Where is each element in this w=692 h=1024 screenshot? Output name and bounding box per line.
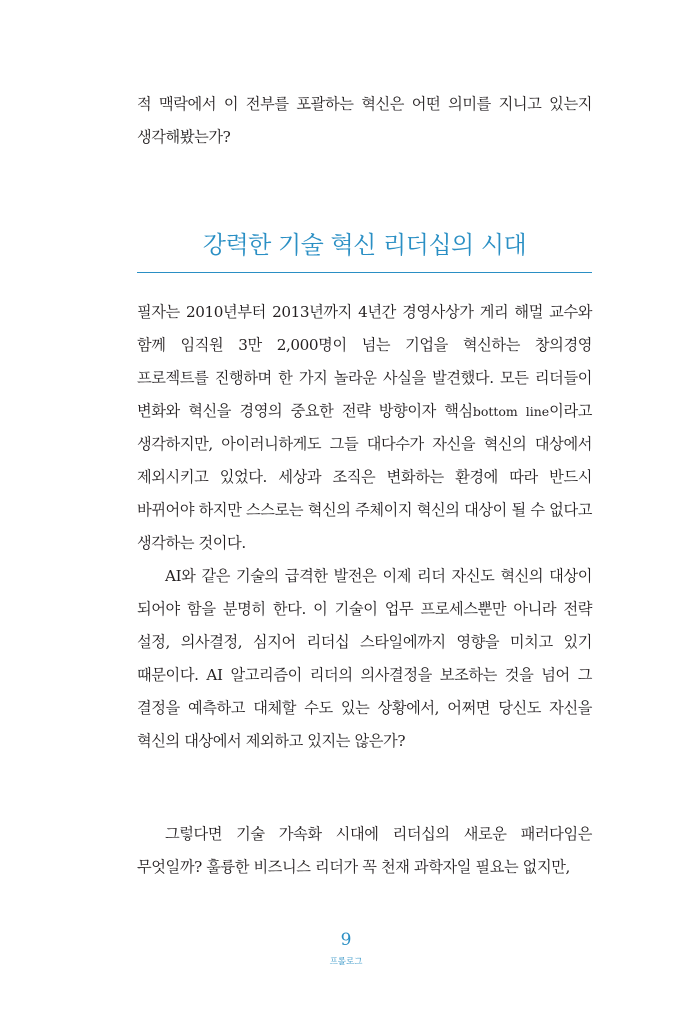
paragraph-1-gloss: bottom line — [472, 404, 550, 419]
page-number: 9 — [340, 930, 352, 950]
paragraph-1-start: 필자는 2010년부터 2013년까지 4년간 경영사상가 게리 해멀 교수와 함께 임직원 3만 2,000명이 넘는 기업을 혁신하는 창의경영 프로젝트를 진행하며 한 가지 놀라운 사실을 발견했다. 모든 리더들이 변화와 혁신을 경영의 중요한 전략 방향이자 핵심 — [137, 303, 592, 420]
paragraph-3: 그렇다면 기술 가속화 시대에 리더십의 새로운 패러다임은 무엇일까? 훌륭한 비즈니스 리더가 꼭 천재 과학자일 필요는 없지만, — [137, 825, 592, 876]
paragraph-1 — [137, 296, 592, 560]
running-footer-title: 프롤로그 — [329, 957, 363, 967]
body-text-continued — [137, 818, 592, 884]
intro-text: 적 맥락에서 이 전부를 포괄하는 혁신은 어떤 의미를 지니고 있는지 생각해봤는가? — [137, 95, 592, 146]
heading-divider — [137, 272, 592, 273]
paragraph-1-end: 이라고 생각하지만, 아이러니하게도 그들 대다수가 자신을 혁신의 대상에서 제외시키고 있었다. 세상과 조직은 변화하는 환경에 따라 반드시 바뀌어야 하지만 스스로는 혁신의 주체이지 혁신의 대상이 될 수 없다고 생각하는 것이다. — [137, 402, 592, 552]
paragraph-2: AI와 같은 기술의 급격한 발전은 이제 리더 자신도 혁신의 대상이 되어야 함을 분명히 한다. 이 기술이 업무 프로세스뿐만 아니라 전략 설정, 의사결정, 심지어 리더십 스타일에까지 영향을 미치고 있기 때문이다. AI 알고리즘이 리더의 의사결정을 보조하는 것을 넘어 그 결정을 예측하고 대체할 수도 있는 상황에서, 어쩌면 당신도 자신을 혁신의 대상에서 제외하고 있지는 않은가? — [137, 567, 592, 750]
body-text — [137, 296, 592, 758]
section-heading: 강력한 기술 혁신 리더십의 시대 — [202, 231, 527, 259]
intro-paragraph — [137, 88, 592, 154]
